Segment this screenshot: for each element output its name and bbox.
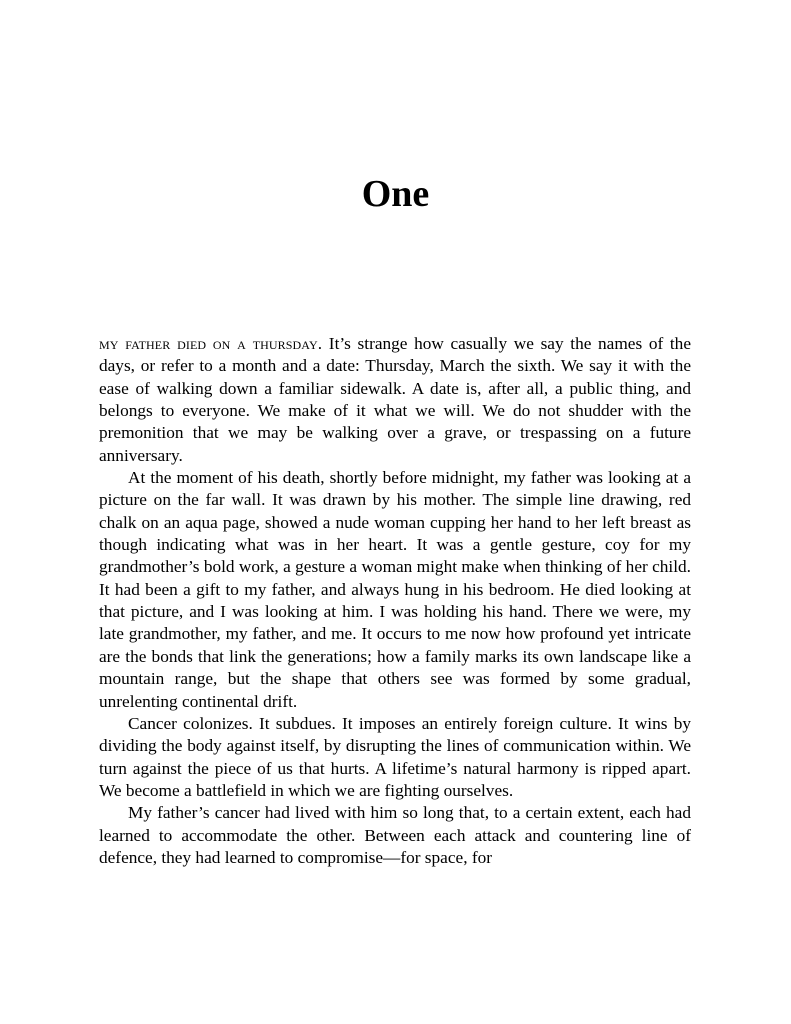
paragraph-4: My father’s cancer had lived with him so long that, to a certain extent, each had learned to accommodate the other. Between each attack and countering line of defence, they had learned to compromise—for space, for	[99, 803, 691, 867]
chapter-body	[99, 333, 691, 869]
paragraph-2: At the moment of his death, shortly before midnight, my father was looking at a picture on the far wall. It was drawn by his mother. The simple line drawing, red chalk on an aqua page, showed a nude woman cupping her hand to her left breast as though indicating what was in her heart. It was a gentle gesture, coy for my grandmother’s bold work, a gesture a woman might make when thinking of her child. It had been a gift to my father, and always hung in his bedroom. He died looking at that picture, and I was looking at him. I was holding his hand. There we were, my late grandmother, my father, and me. It occurs to me now how profound yet intricate are the bonds that link the generations; how a family marks its own landscape like a mountain range, but the shape that others see was formed by some gradual, unrelenting continental drift.	[99, 468, 691, 711]
lead-in-smallcaps: my father died on a thursday.	[99, 334, 323, 353]
paragraph-1-text: It’s strange how casually we say the names of the days, or refer to a month and a date: Thursday, March the sixth. We say it with the ease of walking down a familiar sidewalk. A date is, after all, a public thing, and belongs to everyone. We make of it what we will. We do not shudder with the premonition that we may be walking over a grave, or trespassing on a future anniversary.	[99, 334, 691, 465]
paragraph-3: Cancer colonizes. It subdues. It imposes an entirely foreign culture. It wins by dividing the body against itself, by disrupting the lines of communication within. We turn against the piece of us that hurts. A lifetime’s natural harmony is ripped apart. We become a battlefield in which we are fighting ourselves.	[99, 713, 691, 800]
chapter-title: One	[361, 173, 430, 215]
paragraph-1	[99, 333, 691, 467]
